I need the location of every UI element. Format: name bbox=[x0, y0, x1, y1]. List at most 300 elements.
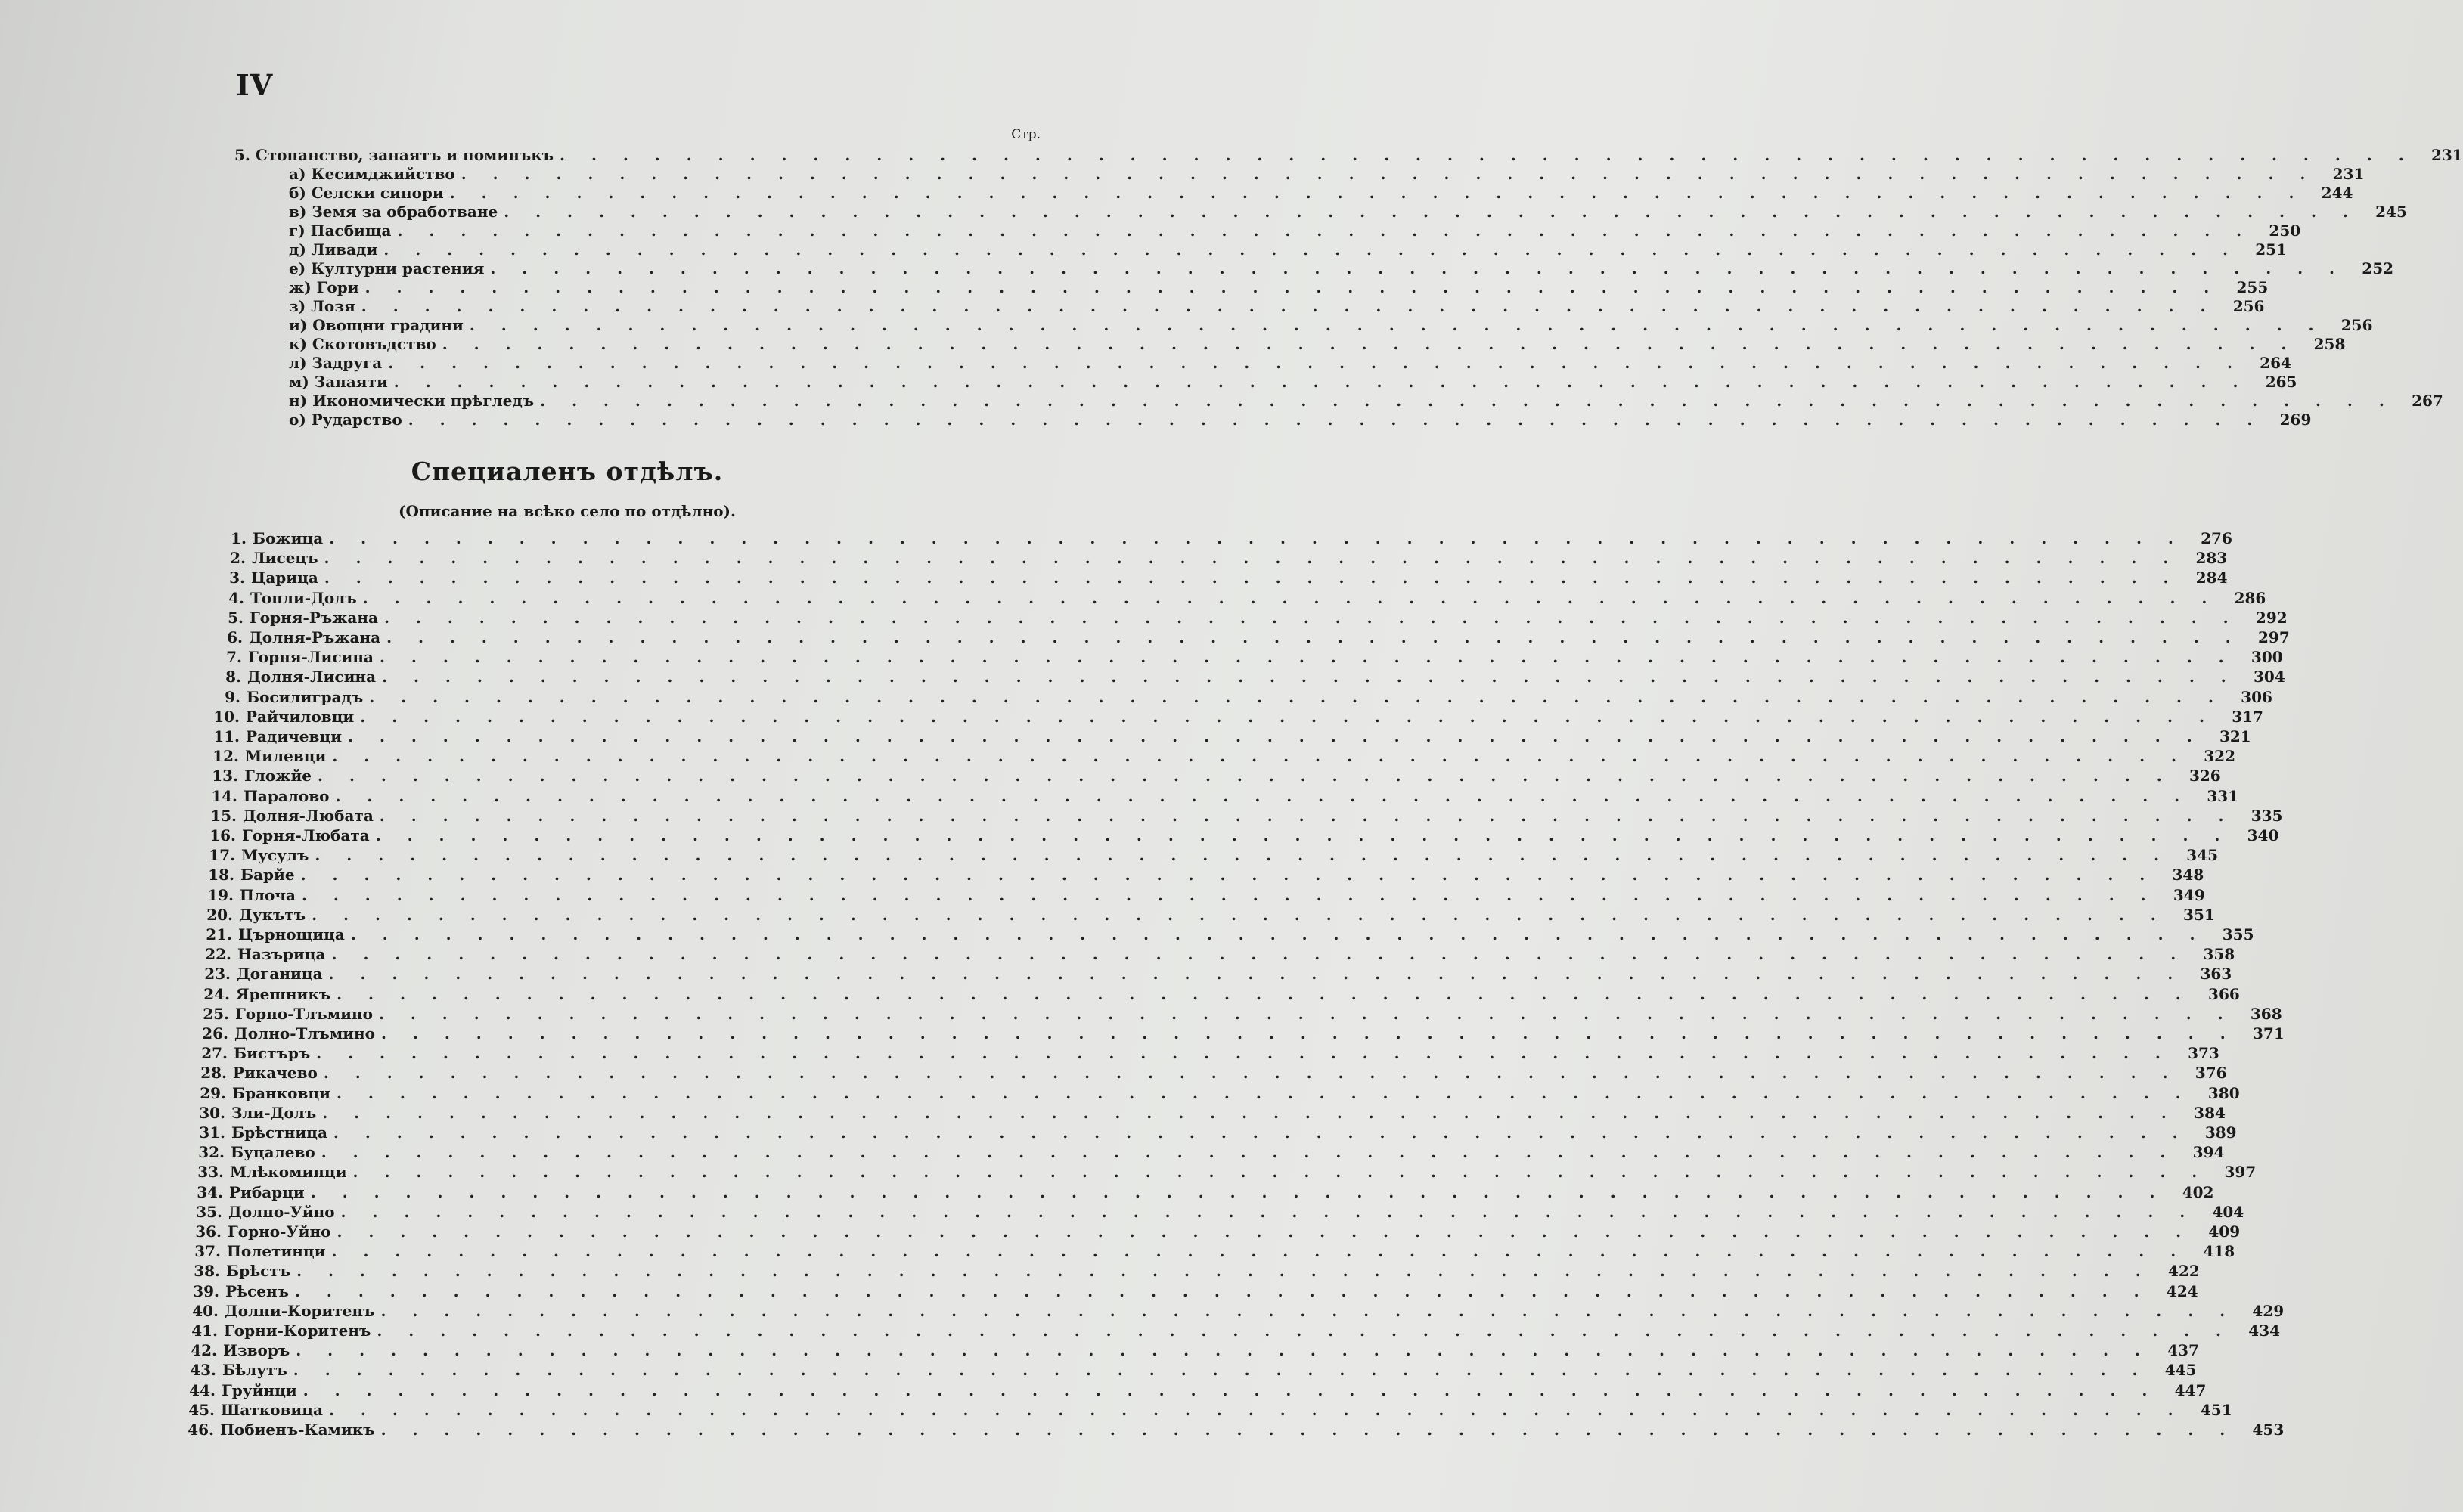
toc-entry-page: 368 bbox=[2250, 1004, 2282, 1023]
toc-entry bbox=[204, 945, 2235, 964]
dot-leader: . . . . . . . . . . . . . . . . . . . . . . . . . . . . . . . . . . . . . . . . . . . . . . . . . . . . . . . . . . . bbox=[332, 747, 2187, 766]
toc-entry-text: Милевци bbox=[245, 747, 327, 766]
toc-entry bbox=[197, 1143, 2225, 1162]
dot-leader: . . . . . . . . . . . . . . . . . . . . . . . . . . . . . . . . . . . . . . . . . . . . . . . . . . . . . . . . . . . bbox=[378, 1004, 2234, 1023]
toc-entry-page: 256 bbox=[2340, 316, 2373, 334]
toc-entry-text: 5. Стопанство, занаятъ и поминъкъ bbox=[234, 146, 554, 164]
toc-entry-text: б) Селски синори bbox=[289, 184, 444, 202]
toc-entry-text: Горни-Коритенъ bbox=[224, 1321, 371, 1340]
toc-entry-page: 394 bbox=[2192, 1143, 2225, 1162]
toc-entry-label bbox=[289, 297, 355, 315]
toc-entry-label bbox=[206, 886, 296, 904]
toc-entry-page: 304 bbox=[2254, 668, 2285, 686]
dot-leader: . . . . . . . . . . . . . . . . . . . . . . . . . . . . . . . . . . . . . . . . . . . . . . . . . . . . . . . . . . . bbox=[388, 354, 2243, 372]
toc-entry-text: Барйе bbox=[240, 866, 295, 885]
toc-entry-label bbox=[205, 925, 345, 943]
toc-entry-text: Бранковци bbox=[232, 1083, 330, 1102]
toc-entry-label bbox=[289, 240, 377, 259]
toc-entry bbox=[212, 707, 2263, 727]
toc-entry-text: Долня-Ръжана bbox=[249, 628, 381, 646]
toc-entry-number: 12. bbox=[212, 747, 239, 766]
dot-leader: . . . . . . . . . . . . . . . . . . . . . . . . . . . . . . . . . . . . . . . . . . . . . . . . . . . . . . . . . . . bbox=[381, 1024, 2236, 1043]
toc-entry-number: 22. bbox=[205, 945, 231, 964]
toc-entry-text: Брѣстница bbox=[231, 1123, 327, 1142]
toc-entry bbox=[218, 569, 2228, 587]
toc-entry-page: 297 bbox=[2258, 628, 2290, 646]
toc-entry-label bbox=[289, 411, 402, 429]
toc-entry bbox=[289, 373, 2297, 392]
dot-leader: . . . . . . . . . . . . . . . . . . . . . . . . . . . . . . . . . . . . . . . . . . . . . . . . . . . . . . . . . . . bbox=[362, 588, 2218, 607]
toc-entry-label bbox=[212, 708, 354, 726]
toc-entry-label bbox=[209, 826, 370, 844]
toc-entry-page: 397 bbox=[2224, 1163, 2257, 1182]
dot-leader: . . . . . . . . . . . . . . . . . . . . . . . . . . . . . . . . . . . . . . . . . . . . . . . . . . . . . . . . . . . bbox=[361, 297, 2216, 315]
dot-leader: . . . . . . . . . . . . . . . . . . . . . . . . . . . . . . . . . . . . . . . . . . . . . . . . . . . . . . . . . . . bbox=[337, 1222, 2192, 1241]
toc-entry-text: Бистъръ bbox=[234, 1044, 311, 1063]
toc-entry bbox=[198, 1123, 2237, 1142]
toc-entry-label bbox=[198, 1104, 316, 1122]
toc-entry-label bbox=[201, 1024, 375, 1043]
toc-entry-number: 43. bbox=[190, 1361, 216, 1380]
toc-entry bbox=[207, 866, 2204, 885]
toc-entry-page: 331 bbox=[2207, 786, 2239, 805]
toc-entry bbox=[198, 1103, 2226, 1123]
toc-entry-text: Ярешникъ bbox=[236, 984, 331, 1003]
toc-entry-label bbox=[289, 259, 484, 277]
toc-entry bbox=[213, 687, 2272, 707]
dot-leader: . . . . . . . . . . . . . . . . . . . . . . . . . . . . . . . . . . . . . . . . . . . . . . . . . . . . . . . . . . . bbox=[323, 1064, 2179, 1083]
dot-leader: . . . . . . . . . . . . . . . . . . . . . . . . . . . . . . . . . . . . . . . . . . . . . . . . . . . . . . . . . . . bbox=[540, 392, 2395, 410]
toc-entry-text: Божица bbox=[253, 529, 324, 547]
toc-entry bbox=[289, 297, 2265, 316]
toc-entry-text: л) Задруга bbox=[289, 354, 383, 372]
toc-entry bbox=[217, 588, 2266, 608]
toc-entry-page: 371 bbox=[2252, 1024, 2285, 1043]
toc-entry-label bbox=[289, 222, 391, 240]
toc-entry bbox=[216, 608, 2288, 627]
toc-entry-page: 404 bbox=[2212, 1202, 2244, 1221]
toc-entry-label bbox=[195, 1203, 335, 1221]
toc-entry-number: 4. bbox=[228, 588, 244, 607]
toc-entry bbox=[214, 668, 2285, 686]
toc-entry bbox=[197, 1163, 2257, 1182]
toc-entry bbox=[219, 529, 2232, 548]
toc-entry bbox=[208, 846, 2219, 865]
toc-entry-text: Топли-Долъ bbox=[250, 588, 357, 607]
toc-entry-text: д) Ливади bbox=[289, 240, 378, 259]
dot-leader: . . . . . . . . . . . . . . . . . . . . . . . . . . . . . . . . . . . . . . . . . . . . . . . . . . . . . . . . . . . bbox=[312, 905, 2167, 924]
toc-entry bbox=[191, 1321, 2281, 1340]
toc-entry-text: Мусулъ bbox=[241, 846, 309, 865]
toc-entry-text: к) Скотовъдство bbox=[289, 335, 436, 353]
toc-entry bbox=[206, 905, 2215, 925]
toc-entry-text: Горно-Тлъмино bbox=[235, 1004, 373, 1023]
toc-entry bbox=[289, 165, 2365, 184]
toc-entry-label bbox=[216, 609, 378, 627]
toc-entry-number: 39. bbox=[193, 1281, 219, 1300]
toc-entry-page: 345 bbox=[2186, 846, 2219, 865]
toc-entry bbox=[210, 786, 2239, 806]
toc-entry-number: 31. bbox=[199, 1123, 225, 1142]
toc-entry-label bbox=[213, 688, 363, 706]
toc-entry-number: 44. bbox=[189, 1380, 216, 1399]
toc-entry-label bbox=[198, 1123, 327, 1142]
dot-leader: . . . . . . . . . . . . . . . . . . . . . . . . . . . . . . . . . . . . . . . . . . . . . . . . . . . . . . . . . . . bbox=[310, 1182, 2166, 1201]
toc-entry-number: 42. bbox=[191, 1341, 217, 1360]
toc-entry-number: 15. bbox=[210, 806, 237, 825]
dot-leader: . . . . . . . . . . . . . . . . . . . . . . . . . . . . . . . . . . . . . . . . . . . . . . . . . . . . . . . . . . . bbox=[316, 1044, 2171, 1063]
toc-entry bbox=[289, 203, 2407, 222]
dot-leader: . . . . . . . . . . . . . . . . . . . . . . . . . . . . . . . . . . . . . . . . . . . . . . . . . . . . . . . . . . . bbox=[360, 707, 2215, 726]
toc-entry bbox=[206, 885, 2205, 905]
page-column-header: Стр. bbox=[1011, 127, 1041, 142]
toc-entry bbox=[194, 1242, 2235, 1261]
toc-entry-page: 447 bbox=[2174, 1380, 2207, 1399]
toc-entry-text: Доганица bbox=[237, 965, 323, 984]
toc-entry-number: 23. bbox=[204, 965, 231, 984]
toc-entry-label bbox=[200, 1064, 318, 1082]
toc-entry bbox=[202, 1004, 2282, 1024]
toc-entry-text: Паралово bbox=[244, 786, 330, 805]
toc-entry-text: ж) Гори bbox=[289, 278, 359, 296]
toc-entry-number: 2. bbox=[230, 549, 246, 568]
toc-entry-label bbox=[197, 1143, 315, 1161]
toc-entry-text: а) Кесимджийство bbox=[289, 165, 455, 183]
toc-entry bbox=[289, 259, 2394, 278]
toc-entry-label bbox=[196, 1183, 305, 1201]
toc-entry-label bbox=[289, 373, 388, 391]
toc-entry-number: 30. bbox=[199, 1103, 225, 1122]
toc-entry-label bbox=[208, 846, 309, 864]
dot-leader: . . . . . . . . . . . . . . . . . . . . . . . . . . . . . . . . . . . . . . . . . . . . . . . . . . . . . . . . . . . bbox=[301, 885, 2157, 904]
toc-entry-text: Босилиградъ bbox=[247, 687, 364, 706]
toc-entry-page: 292 bbox=[2255, 608, 2288, 627]
dot-leader: . . . . . . . . . . . . . . . . . . . . . . . . . . . . . . . . . . . . . . . . . . . . . . . . . . . . . . . . . . . bbox=[328, 965, 2184, 984]
toc-entry-number: 45. bbox=[188, 1400, 215, 1419]
toc-entry bbox=[195, 1202, 2244, 1222]
toc-entry-text: о) Рударство bbox=[289, 411, 402, 429]
toc-entry-text: Долни-Коритенъ bbox=[225, 1301, 375, 1320]
toc-entry-page: 418 bbox=[2203, 1242, 2235, 1261]
section-title: Специаленъ отдѣлъ. bbox=[411, 457, 724, 486]
toc-entry-page: 351 bbox=[2183, 905, 2215, 924]
toc-entry bbox=[190, 1341, 2199, 1360]
toc-entry-number: 8. bbox=[225, 668, 241, 686]
toc-entry-text: н) Икономически прѣгледъ bbox=[289, 392, 535, 410]
toc-entry bbox=[191, 1301, 2285, 1321]
toc-entry-page: 251 bbox=[2255, 240, 2287, 259]
toc-entry bbox=[211, 767, 2221, 785]
dot-leader: . . . . . . . . . . . . . . . . . . . . . . . . . . . . . . . . . . . . . . . . . . . . . . . . . . . . . . . . . . . bbox=[321, 1143, 2176, 1162]
toc-entry-text: Рикачево bbox=[233, 1064, 318, 1083]
toc-entry-label bbox=[204, 945, 326, 963]
toc-entry bbox=[212, 727, 2251, 746]
dot-leader: . . . . . . . . . . . . . . . . . . . . . . . . . . . . . . . . . . . . . . . . . . . . . . . . . . . . . . . . . . . bbox=[408, 411, 2263, 429]
toc-entry-number: 24. bbox=[203, 984, 230, 1003]
toc-entry-page: 349 bbox=[2173, 885, 2205, 904]
toc-entry-number: 19. bbox=[207, 885, 234, 904]
toc-entry-number: 1. bbox=[231, 529, 247, 547]
dot-leader: . . . . . . . . . . . . . . . . . . . . . . . . . . . . . . . . . . . . . . . . . . . . . . . . . . . . . . . . . . . bbox=[348, 727, 2203, 745]
toc-entry-page: 424 bbox=[2166, 1281, 2198, 1300]
toc-entry-page: 434 bbox=[2248, 1321, 2281, 1340]
dot-leader: . . . . . . . . . . . . . . . . . . . . . . . . . . . . . . . . . . . . . . . . . . . . . . . . . . . . . . . . . . . bbox=[369, 687, 2224, 706]
dot-leader: . . . . . . . . . . . . . . . . . . . . . . . . . . . . . . . . . . . . . . . . . . . . . . . . . . . . . . . . . . . bbox=[318, 767, 2173, 785]
toc-entry-text: Горня-Любата bbox=[242, 826, 370, 844]
toc-entry-number: 25. bbox=[203, 1004, 229, 1023]
toc-entry-number: 37. bbox=[194, 1242, 221, 1261]
toc-entry-number: 17. bbox=[209, 846, 235, 865]
dot-leader: . . . . . . . . . . . . . . . . . . . . . . . . . . . . . . . . . . . . . . . . . . . . . . . . . . . . . . . . . . . bbox=[294, 1281, 2150, 1300]
toc-entry-number: 13. bbox=[212, 767, 238, 785]
toc-entry-label bbox=[200, 1044, 310, 1062]
toc-entry-page: 231 bbox=[2430, 146, 2463, 164]
dot-leader: . . . . . . . . . . . . . . . . . . . . . . . . . . . . . . . . . . . . . . . . . . . . . . . . . . . . . . . . . . . bbox=[375, 826, 2231, 844]
toc-entry-number: 9. bbox=[225, 687, 240, 706]
toc-entry-page: 363 bbox=[2200, 965, 2232, 984]
toc-entry-text: Горня-Лисина bbox=[248, 648, 374, 667]
toc-entry-number: 20. bbox=[206, 905, 233, 924]
toc-entry-page: 422 bbox=[2167, 1262, 2200, 1281]
toc-entry-number: 28. bbox=[200, 1064, 227, 1083]
toc-entry-text: Буцалево bbox=[231, 1143, 315, 1162]
toc-entry-label bbox=[289, 335, 436, 353]
toc-entry-text: е) Културни растения bbox=[289, 259, 485, 277]
dot-leader: . . . . . . . . . . . . . . . . . . . . . . . . . . . . . . . . . . . . . . . . . . . . . . . . . . . . . . . . . . . bbox=[461, 165, 2316, 183]
dot-leader: . . . . . . . . . . . . . . . . . . . . . . . . . . . . . . . . . . . . . . . . . . . . . . . . . . . . . . . . . . . bbox=[315, 846, 2170, 865]
toc-entry-text: Долно-Тлъмино bbox=[234, 1024, 376, 1043]
toc-entry-page: 373 bbox=[2188, 1044, 2219, 1063]
toc-entry-number: 35. bbox=[196, 1202, 222, 1221]
page-number: IV bbox=[236, 68, 274, 102]
toc-entry-label bbox=[203, 965, 323, 983]
toc-entry bbox=[289, 278, 2269, 297]
dot-leader: . . . . . . . . . . . . . . . . . . . . . . . . . . . . . . . . . . . . . . . . . . . . . . . . . . . . . . . . . . . bbox=[504, 203, 2359, 221]
toc-entry-label bbox=[211, 767, 312, 785]
toc-entry-page: 317 bbox=[2232, 707, 2263, 726]
toc-entry-label bbox=[209, 807, 374, 825]
toc-entry-page: 453 bbox=[2252, 1421, 2285, 1439]
toc-entry-label bbox=[210, 787, 329, 805]
toc-entry bbox=[216, 628, 2290, 647]
dot-leader: . . . . . . . . . . . . . . . . . . . . . . . . . . . . . . . . . . . . . . . . . . . . . . . . . . . . . . . . . . . bbox=[379, 806, 2235, 825]
toc-entry-page: 286 bbox=[2234, 588, 2266, 607]
toc-entry-label bbox=[289, 392, 534, 410]
toc-entry-number: 41. bbox=[191, 1321, 218, 1340]
toc-entry-text: Назърица bbox=[237, 945, 326, 964]
toc-entry bbox=[234, 146, 2463, 165]
toc-entry-text: Долня-Любата bbox=[243, 806, 374, 825]
toc-entry-text: Рѣсенъ bbox=[225, 1281, 289, 1300]
toc-entry-number: 40. bbox=[192, 1301, 219, 1320]
toc-entry bbox=[212, 747, 2235, 766]
toc-entry-label bbox=[218, 569, 318, 587]
toc-entry-page: 245 bbox=[2375, 203, 2407, 221]
dot-leader: . . . . . . . . . . . . . . . . . . . . . . . . . . . . . . . . . . . . . . . . . . . . . . . . . . . . . . . . . . . bbox=[383, 608, 2239, 627]
dot-leader: . . . . . . . . . . . . . . . . . . . . . . . . . . . . . . . . . . . . . . . . . . . . . . . . . . . . . . . . . . . bbox=[386, 628, 2241, 646]
dot-leader: . . . . . . . . . . . . . . . . . . . . . . . . . . . . . . . . . . . . . . . . . . . . . . . . . . . . . . . . . . . bbox=[324, 549, 2179, 568]
toc-entry-page: 283 bbox=[2195, 549, 2228, 568]
toc-entry-label bbox=[234, 146, 554, 164]
dot-leader: . . . . . . . . . . . . . . . . . . . . . . . . . . . . . . . . . . . . . . . . . . . . . . . . . . . . . . . . . . . bbox=[377, 1321, 2232, 1340]
toc-entry bbox=[196, 1182, 2214, 1202]
toc-entry-page: 366 bbox=[2208, 984, 2240, 1003]
toc-entry-page: 255 bbox=[2236, 278, 2269, 296]
dot-leader: . . . . . . . . . . . . . . . . . . . . . . . . . . . . . . . . . . . . . . . . . . . . . . . . . . . . . . . . . . . bbox=[560, 146, 2415, 164]
toc-entry-label bbox=[197, 1163, 347, 1181]
dot-leader: . . . . . . . . . . . . . . . . . . . . . . . . . . . . . . . . . . . . . . . . . . . . . . . . . . . . . . . . . . . bbox=[490, 259, 2346, 277]
toc-entry-page: 389 bbox=[2204, 1123, 2237, 1142]
toc-entry bbox=[209, 806, 2283, 826]
toc-entry bbox=[289, 411, 2312, 429]
dot-leader: . . . . . . . . . . . . . . . . . . . . . . . . . . . . . . . . . . . . . . . . . . . . . . . . . . . . . . . . . . . bbox=[337, 984, 2192, 1003]
toc-entry-label bbox=[188, 1381, 297, 1399]
toc-entry-page: 256 bbox=[2232, 297, 2265, 315]
toc-entry-text: и) Овощни градини bbox=[289, 316, 464, 334]
dot-leader: . . . . . . . . . . . . . . . . . . . . . . . . . . . . . . . . . . . . . . . . . . . . . . . . . . . . . . . . . . . bbox=[322, 1103, 2177, 1122]
dot-leader: . . . . . . . . . . . . . . . . . . . . . . . . . . . . . . . . . . . . . . . . . . . . . . . . . . . . . . . . . . . bbox=[380, 1421, 2236, 1439]
toc-entry-text: Лисецъ bbox=[252, 549, 318, 568]
toc-entry-text: м) Занаяти bbox=[289, 373, 388, 391]
dot-leader: . . . . . . . . . . . . . . . . . . . . . . . . . . . . . . . . . . . . . . . . . . . . . . . . . . . . . . . . . . . bbox=[333, 1123, 2188, 1142]
toc-entry bbox=[193, 1262, 2200, 1281]
toc-entry-text: Горно-Уйно bbox=[228, 1222, 331, 1241]
toc-entry bbox=[215, 648, 2283, 667]
toc-entry-text: Рибарци bbox=[229, 1182, 305, 1201]
toc-entry-page: 348 bbox=[2172, 866, 2204, 885]
toc-entry-page: 326 bbox=[2188, 767, 2221, 785]
toc-entry-label bbox=[207, 866, 295, 884]
toc-entry-number: 11. bbox=[213, 727, 240, 745]
dot-leader: . . . . . . . . . . . . . . . . . . . . . . . . . . . . . . . . . . . . . . . . . . . . . . . . . . . . . . . . . . . bbox=[469, 316, 2325, 334]
toc-entry-text: Зли-Долъ bbox=[231, 1103, 317, 1122]
toc-entry-label bbox=[189, 1361, 287, 1379]
toc-entry-page: 437 bbox=[2167, 1341, 2199, 1360]
toc-entry-page: 409 bbox=[2208, 1222, 2241, 1241]
toc-entry bbox=[200, 1044, 2219, 1063]
toc-entry-text: Бѣлутъ bbox=[222, 1361, 287, 1380]
toc-entry-label bbox=[193, 1262, 290, 1280]
toc-entry-text: Долно-Уйно bbox=[228, 1202, 335, 1221]
toc-entry-page: 250 bbox=[2269, 222, 2301, 240]
toc-entry-page: 445 bbox=[2164, 1361, 2197, 1380]
toc-entry-label bbox=[194, 1222, 330, 1241]
toc-entry bbox=[289, 184, 2353, 203]
toc-entry-label bbox=[202, 1005, 373, 1023]
dot-leader: . . . . . . . . . . . . . . . . . . . . . . . . . . . . . . . . . . . . . . . . . . . . . . . . . . . . . . . . . . . bbox=[335, 786, 2191, 805]
toc-entry-number: 7. bbox=[226, 648, 242, 667]
dot-leader: . . . . . . . . . . . . . . . . . . . . . . . . . . . . . . . . . . . . . . . . . . . . . . . . . . . . . . . . . . . bbox=[336, 1083, 2192, 1102]
toc-entry bbox=[187, 1421, 2285, 1439]
toc-entry-label bbox=[219, 529, 323, 547]
toc-entry-label bbox=[203, 985, 330, 1003]
toc-entry-text: Царица bbox=[251, 569, 318, 587]
toc-entry bbox=[200, 1064, 2227, 1083]
dot-leader: . . . . . . . . . . . . . . . . . . . . . . . . . . . . . . . . . . . . . . . . . . . . . . . . . . . . . . . . . . . bbox=[302, 1380, 2158, 1399]
dot-leader: . . . . . . . . . . . . . . . . . . . . . . . . . . . . . . . . . . . . . . . . . . . . . . . . . . . . . . . . . . . bbox=[380, 1301, 2236, 1320]
toc-entry-text: в) Земя за обработване bbox=[289, 203, 498, 221]
toc-entry-number: 18. bbox=[208, 866, 234, 885]
toc-entry bbox=[203, 984, 2240, 1004]
toc-entry-page: 340 bbox=[2247, 826, 2279, 844]
toc-entry-text: Дукътъ bbox=[239, 905, 306, 924]
toc-entry-number: 5. bbox=[228, 608, 244, 627]
toc-entry-text: Плоча bbox=[240, 885, 296, 904]
toc-entry-page: 380 bbox=[2207, 1083, 2240, 1102]
toc-entry-number: 3. bbox=[229, 569, 245, 587]
toc-entry-page: 265 bbox=[2265, 373, 2297, 391]
dot-leader: . . . . . . . . . . . . . . . . . . . . . . . . . . . . . . . . . . . . . . . . . . . . . . . . . . . . . . . . . . . bbox=[324, 569, 2179, 587]
dot-leader: . . . . . . . . . . . . . . . . . . . . . . . . . . . . . . . . . . . . . . . . . . . . . . . . . . . . . . . . . . . bbox=[379, 648, 2235, 667]
dot-leader: . . . . . . . . . . . . . . . . . . . . . . . . . . . . . . . . . . . . . . . . . . . . . . . . . . . . . . . . . . . bbox=[364, 278, 2220, 296]
toc-entry bbox=[205, 925, 2254, 944]
toc-entry-label bbox=[214, 668, 376, 686]
toc-entry-number: 38. bbox=[194, 1262, 220, 1281]
toc-entry-label bbox=[192, 1282, 289, 1300]
toc-entry bbox=[188, 1380, 2207, 1400]
toc-entry-page: 258 bbox=[2313, 335, 2346, 353]
toc-entry-label bbox=[191, 1302, 374, 1320]
dot-leader: . . . . . . . . . . . . . . . . . . . . . . . . . . . . . . . . . . . . . . . . . . . . . . . . . . . . . . . . . . . bbox=[393, 373, 2249, 391]
toc-entry-number: 21. bbox=[206, 925, 232, 943]
toc-entry-label bbox=[212, 747, 326, 765]
toc-entry bbox=[192, 1281, 2198, 1301]
toc-entry-page: 335 bbox=[2251, 806, 2283, 825]
toc-entry-label bbox=[190, 1341, 290, 1359]
toc-entry-text: г) Пасбища bbox=[289, 222, 392, 240]
toc-entry-page: 321 bbox=[2219, 727, 2251, 745]
dot-leader: . . . . . . . . . . . . . . . . . . . . . . . . . . . . . . . . . . . . . . . . . . . . . . . . . . . . . . . . . . . bbox=[352, 1163, 2208, 1182]
toc-entry-page: 244 bbox=[2321, 184, 2353, 202]
toc-entry-text: Шатковица bbox=[221, 1400, 323, 1419]
toc-entry-label bbox=[188, 1401, 323, 1419]
dot-leader: . . . . . . . . . . . . . . . . . . . . . . . . . . . . . . . . . . . . . . . . . . . . . . . . . . . . . . . . . . . bbox=[329, 529, 2184, 547]
dot-leader: . . . . . . . . . . . . . . . . . . . . . . . . . . . . . . . . . . . . . . . . . . . . . . . . . . . . . . . . . . . bbox=[397, 222, 2253, 240]
toc-entry-label bbox=[289, 278, 359, 296]
toc-entry bbox=[289, 335, 2346, 354]
toc-entry-page: 264 bbox=[2260, 354, 2291, 372]
toc-entry-label bbox=[289, 354, 382, 372]
toc-entry-text: Млѣкоминци bbox=[230, 1163, 347, 1182]
toc-entry-text: Долня-Лисина bbox=[247, 668, 377, 686]
toc-entry-number: 46. bbox=[188, 1421, 214, 1439]
toc-entry-page: 284 bbox=[2195, 569, 2228, 587]
toc-entry-label bbox=[194, 1242, 326, 1260]
toc-entry-page: 358 bbox=[2203, 945, 2235, 964]
toc-entry bbox=[289, 392, 2443, 411]
dot-leader: . . . . . . . . . . . . . . . . . . . . . . . . . . . . . . . . . . . . . . . . . . . . . . . . . . . . . . . . . . . bbox=[296, 1262, 2151, 1281]
toc-entry-page: 306 bbox=[2241, 687, 2272, 706]
toc-entry bbox=[194, 1222, 2241, 1241]
section-subtitle: (Описание на всѣко село по отдѣлно). bbox=[399, 502, 736, 520]
toc-entry-number: 14. bbox=[211, 786, 237, 805]
toc-entry bbox=[289, 316, 2373, 335]
toc-entry-label bbox=[212, 727, 342, 745]
toc-entry-page: 231 bbox=[2332, 165, 2365, 183]
toc-entry bbox=[201, 1024, 2285, 1043]
dot-leader: . . . . . . . . . . . . . . . . . . . . . . . . . . . . . . . . . . . . . . . . . . . . . . . . . . . . . . . . . . . bbox=[350, 925, 2206, 943]
toc-entry bbox=[203, 965, 2232, 984]
toc-entry-number: 34. bbox=[197, 1182, 223, 1201]
toc-entry-label bbox=[215, 648, 374, 666]
toc-entry bbox=[188, 1400, 2232, 1420]
toc-entry-text: Горня-Ръжана bbox=[250, 608, 378, 627]
toc-entry-label bbox=[289, 316, 464, 334]
toc-entry-page: 300 bbox=[2251, 648, 2283, 667]
dot-leader: . . . . . . . . . . . . . . . . . . . . . . . . . . . . . . . . . . . . . . . . . . . . . . . . . . . . . . . . . . . bbox=[300, 866, 2156, 885]
toc-entry-page: 355 bbox=[2222, 925, 2254, 943]
toc-entry bbox=[289, 222, 2301, 240]
